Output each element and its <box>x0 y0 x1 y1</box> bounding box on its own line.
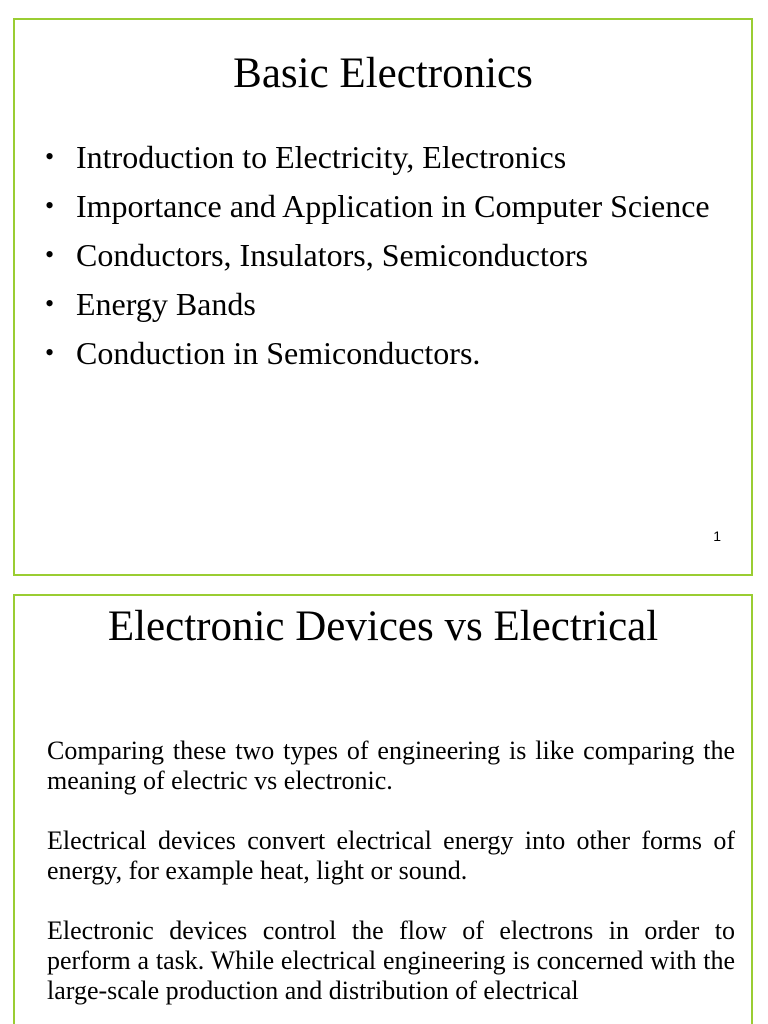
bullet-dot-icon: • <box>45 191 55 220</box>
page-number: 1 <box>713 528 721 544</box>
bullet-dot-icon: • <box>45 338 55 367</box>
bullet-text: Importance and Application in Computer Science <box>76 188 710 224</box>
paragraph: Electrical devices convert electrical energy into other forms of energy, for example heat, light or sound. <box>47 826 735 885</box>
body-text <box>47 736 735 1024</box>
bullet-text: Energy Bands <box>76 286 256 322</box>
bullet-item <box>15 186 731 226</box>
bullet-item <box>15 137 731 177</box>
bullet-text: Introduction to Electricity, Electronics <box>76 139 567 175</box>
bullet-text: Conductors, Insulators, Semiconductors <box>76 237 588 273</box>
bullet-item <box>15 284 731 324</box>
bullet-list <box>15 137 731 382</box>
paragraph: Comparing these two types of engineering is like comparing the meaning of electric vs electronic. <box>47 736 735 795</box>
bullet-dot-icon: • <box>45 142 55 171</box>
slide-title: Basic Electronics <box>233 50 533 97</box>
bullet-dot-icon: • <box>45 240 55 269</box>
bullet-item <box>15 333 731 373</box>
slide-1 <box>13 18 753 576</box>
bullet-item <box>15 235 731 275</box>
bullet-text: Conduction in Semiconductors. <box>76 335 481 371</box>
bullet-dot-icon: • <box>45 289 55 318</box>
paragraph: Electronic devices control the flow of electrons in order to perform a task. While electrical engineering is concerned with the large-scale production and distribution of electrical <box>47 916 735 1005</box>
slide-title: Electronic Devices vs Electrical <box>107 603 659 650</box>
slide-2 <box>13 594 753 1024</box>
